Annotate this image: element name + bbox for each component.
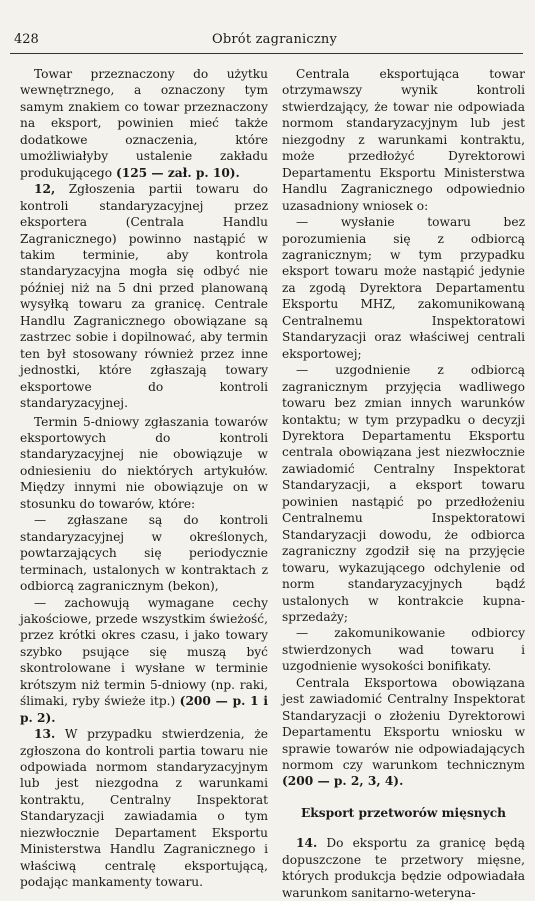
paragraph: Centrala Eksportowa obowiązana jest zawiadomić Centralny Inspektorat Standaryzacji o złożeniu Dyrektorowi Departamentu Eksportu wniosku w sprawie towarów nie odpowiadających normom czy warunkom technicznym (200 — p. 2, 3, 4). [282, 675, 525, 789]
paragraph-number: 12, [34, 182, 56, 197]
paragraph-number: 14. [296, 836, 318, 851]
left-column [20, 66, 268, 891]
running-title: Obrót zagraniczny [212, 32, 338, 47]
reference: (200 — p. 2, 3, 4). [282, 774, 404, 789]
paragraph-number: 13. [34, 727, 56, 742]
reference: (200 — p. 1 i p. 2). [20, 694, 268, 725]
right-column [282, 66, 525, 901]
reference: (125 — zał. p. 10). [115, 165, 240, 180]
list-item: — zakomunikowanie odbiorcy stwierdzonych wad towaru i uzgodnienie wysokości bonifikaty. [282, 626, 525, 674]
paragraph: Termin 5-dniowy zgłaszania towarów eksportowych do kontroli standaryzacyjnej nie obowiązuje w odniesieniu do niektórych artykułów. Między innymi nie obowiązuje on w stosunku do towarów, które: [20, 414, 268, 511]
page-header [14, 30, 524, 50]
paragraph-14: 14. Do eksportu za granicę będą dopuszczone te przetwory mięsne, których produkcja będzie odpowiadała warunkom sanitarno-weteryna- [282, 836, 526, 900]
paragraph-13: 13. W przypadku stwierdzenia, że zgłoszona do kontroli partia towaru nie odpowiada normom standaryzacyjnym lub jest niezgodna z warunkami kontraktu, Centralny Inspektorat Standaryzacji zawiadamia o tym niezwłocznie Departament Eksportu Ministerstwa Handlu Zagranicznego i właściwą centralę eksportującą, podając mankamenty towaru. [20, 727, 268, 890]
list-item: — wysłanie towaru bez porozumienia się z odbiorcą zagranicznym; w tym przypadku eksport towaru może nastąpić jedynie za zgodą Dyrektora Departamentu Eksportu MHZ, zakomunikowaną Centralnemu Inspektoratowi Standaryzacji oraz właściwej centrali eksportowej; [282, 215, 525, 361]
header-rule [10, 53, 523, 54]
list-item: — zgłaszane są do kontroli standaryzacyjnej w określonych, powtarzających się periodycznie terminach, ustalonych w kontraktach z odbiorcą zagranicznym (bekon), [20, 513, 268, 594]
list-item: — uzgodnienie z odbiorcą zagranicznym przyjęcia wadliwego towaru bez zmian innych warunków kontaktu; w tym przypadku o decyzji Dyrektora Departamentu Eksportu centrala obowiązana jest niezwłocznie zawiadomić Centralny Inspektorat Standaryzacji, a eksport towaru powinien nastąpić po przedłożeniu Centralnemu Inspektoratowi Standaryzacji dowodu, że odbiorca zagraniczny zgodził się na przyjęcie towaru, wykazującego odchylenie od norm standaryzacyjnych bądź ustalonych w kontrakcie kupna-sprzedaży; [282, 363, 525, 624]
paragraph: Centrala eksportująca towar otrzymawszy wynik kontroli stwierdzający, że towar nie odpowiada normom standaryzacyjnym lub jest niezgodny z warunkami kontraktu, może przedłożyć Dyrektorowi Departamentu Eksportu Ministerstwa Handlu Zagranicznego odpowiednio uzasadniony wniosek o: [282, 67, 525, 213]
page-number: 428 [14, 32, 39, 47]
list-item: — zachowują wymagane cechy jakościowe, przede wszystkim świeżość, przez krótki okres czasu, i jako towary szybko psujące się muszą być skontrolowane i wysłane w terminie krótszym niż termin 5-dniowy (np. raki, ślimaki, ryby świeże itp.) (200 — p. 1 i p. 2). [20, 595, 268, 725]
paragraph: Towar przeznaczony do użytku wewnętrznego, a oznaczony tym samym znakiem co towar przeznaczony na eksport, powinien mieć także dodatkowe oznaczenia, które umożliwiałyby ustalenie zakładu produkującego (125 — zał. p. 10). [20, 67, 268, 180]
paragraph-12: 12, Zgłoszenia partii towaru do kontroli standaryzacyjnej przez eksportera (Centrala Handlu Zagranicznego) powinno nastąpić w takim terminie, aby kontrola standaryzacyjna mogła się odbyć nie później niż na 5 dni przed planowaną wysyłką towaru za granicę. Centrale Handlu Zagranicznego obowiązane są zastrzec sobie i dopilnować, aby termin ten był stosowany również przez inne jednostki, które zgłaszają towary eksportowe do kontroli standaryzacyjnej. [20, 182, 268, 411]
section-heading: Eksport przetworów mięsnych [300, 805, 507, 820]
